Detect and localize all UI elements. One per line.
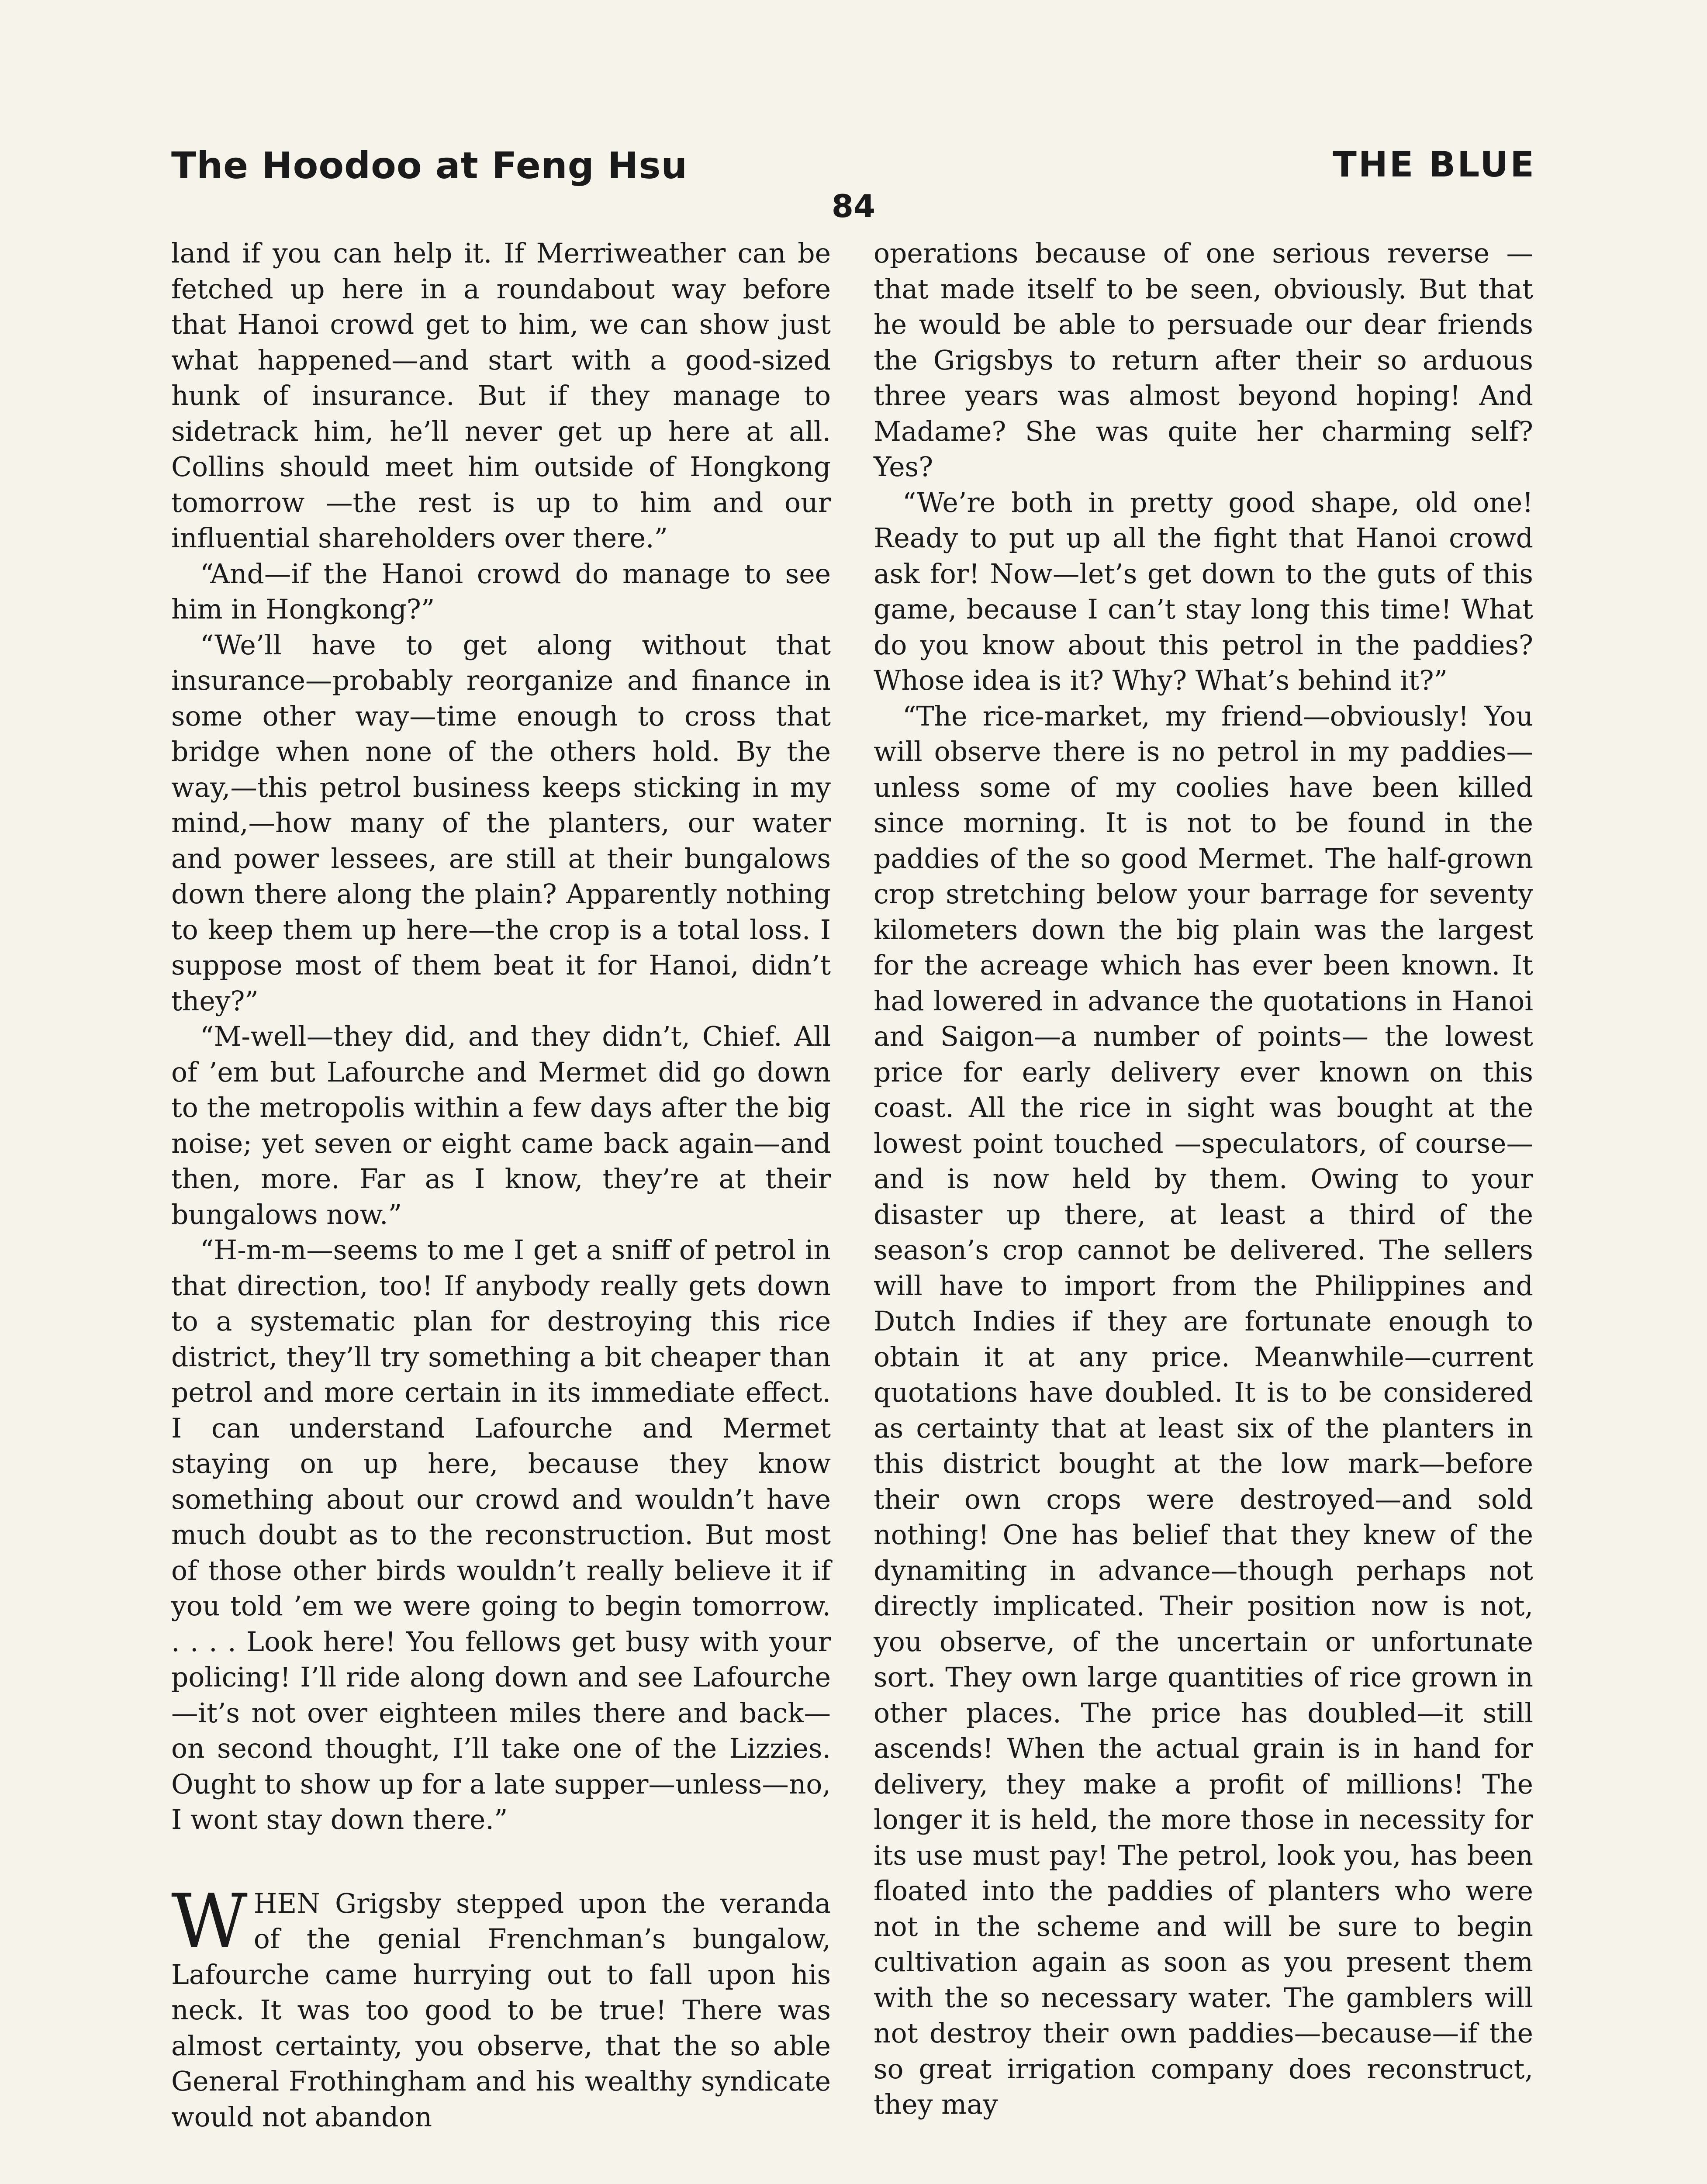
- paragraph: “The rice-market, my friend—obviously! You will observe there is no petrol in my paddies—unless some of my coolies have been killed since morning. It is not to be found in the paddies of the so good Mermet. The half-grown crop stretching below your barrage for seventy kilometers down the big plain was the largest for the acreage which has ever been known. It had lowered in advance the quotations in Hanoi and Saigon—a number of points— the lowest price for early delivery ever known on this coast. All the rice in sight was bought at the lowest point touched —speculators, of course—and is now held by them. Owing to your disaster up there, at least a third of the season’s crop cannot be delivered. The sellers will have to import from the Philippines and Dutch Indies if they are fortunate enough to obtain it at any price. Meanwhile—current quotations have doubled. It is to be considered as certainty that at least six of the planters in this district bought at the low mark—before their own crops were destroyed—and sold nothing! One has belief that they knew of the dynamiting in advance—though perhaps not directly implicated. Their position now is not, you observe, of the uncertain or unfortunate sort. They own large quantities of rice grown in other places. The price has doubled—it still ascends! When the actual grain is in hand for delivery, they make a profit of millions! The longer it is held, the more those in necessity for its use must pay! The petrol, look you, has been floated into the paddies of planters who were not in the scheme and will be sure to begin cultivation again as soon as you present them with the so necessary water. The gamblers will not destroy their own paddies—because—if the so great irrigation company does reconstruct, they may: [874, 700, 1533, 2120]
- paragraph: land if you can help it. If Merriweather can be fetched up here in a roundabout way before that Hanoi crowd get to him, we can show just what happened—and start with a good-sized hunk of insurance. But if they manage to sidetrack him, he’ll never get up here at all. Collins should meet him outside of Hongkong tomorrow —the rest is up to him and our influential shareholders over there.”: [171, 238, 831, 554]
- paragraph: “M-well—they did, and they didn’t, Chief. All of ’em but Lafourche and Mermet did go down to the metropolis within a few days after the big noise; yet seven or eight came back again—and then, more. Far as I know, they’re at their bungalows now.”: [171, 1021, 831, 1230]
- section-paragraph: [171, 1878, 831, 2136]
- left-column: [171, 236, 831, 2135]
- drop-cap: W: [171, 1878, 248, 1965]
- paragraph: operations because of one serious reverse —that made itself to be seen, obviously. But that he would be able to persuade our dear friends the Grigsbys to return after their so arduous three years was almost beyond hoping! And Madame? She was quite her charming self? Yes?: [874, 238, 1533, 483]
- paragraph: “And—if the Hanoi crowd do manage to see him in Hongkong?”: [171, 558, 831, 625]
- magazine-name: THE BLUE: [1333, 144, 1536, 185]
- paragraph: “We’re both in pretty good shape, old one! Ready to put up all the fight that Hanoi crowd ask for! Now—let’s get down to the guts of this game, because I can’t stay long this time! What do you know about this petrol in the paddies? Whose idea is it? Why? What’s behind it?”: [874, 487, 1533, 696]
- page-number: 84: [831, 188, 876, 225]
- paragraph: “We’ll have to get along without that insurance—probably reorganize and finance in some other way—time enough to cross that bridge when none of the others hold. By the way,—this petrol business keeps sticking in my mind,—how many of the planters, our water and power lessees, are still at their bungalows down there along the plain? Apparently nothing to keep them up here—the crop is a total loss. I suppose most of them beat it for Hanoi, didn’t they?”: [171, 629, 831, 1017]
- story-title: The Hoodoo at Feng Hsu: [171, 144, 688, 187]
- paragraph: “H-m-m—seems to me I get a sniff of petrol in that direction, too! If anybody really gets down to a systematic plan for destroying this rice district, they’ll try something a bit cheaper than petrol and more certain in its immediate effect. I can understand Lafourche and Mermet staying on up here, because they know something about our crowd and wouldn’t have much doubt as to the reconstruction. But most of those other birds wouldn’t really believe it if you told ’em we were going to begin tomorrow. . . . . Look here! You fellows get busy with your policing! I’ll ride along down and see Lafourche—it’s not over eighteen miles there and back—on second thought, I’ll take one of the Lizzies. Ought to show up for a late supper—unless—no, I wont stay down there.”: [171, 1234, 831, 1835]
- section-text: HEN Grigsby stepped upon the veranda of the genial Frenchman’s bungalow, Lafourche came hurrying out to fall upon his neck. It was too good to be true! There was almost certainty, you observe, that the so able General Frothingham and his wealthy syndicate would not abandon: [171, 1887, 831, 2133]
- right-column: [874, 236, 1533, 2123]
